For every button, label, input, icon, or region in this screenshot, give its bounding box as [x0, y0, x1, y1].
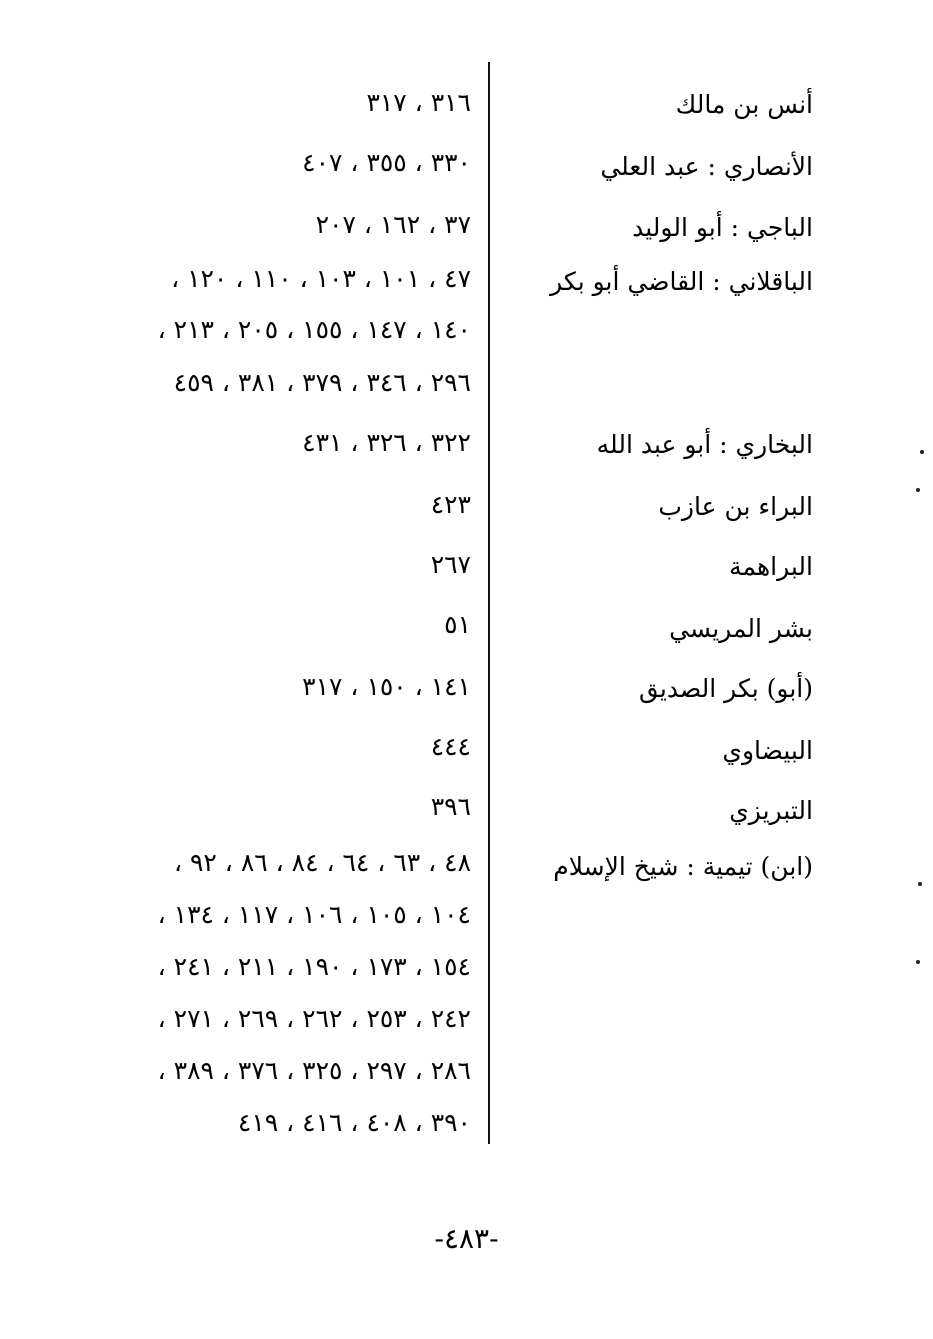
entry-name: البخاري : أبو عبد الله — [596, 430, 813, 459]
entry-name: البيضاوي — [722, 736, 813, 765]
entry-pages: ٤٢٣ — [430, 490, 471, 519]
entry-pages: ٣٢٢ ، ٣٢٦ ، ٤٣١ — [302, 428, 471, 457]
entry-pages: ٣٧ ، ١٦٢ ، ٢٠٧ — [315, 210, 471, 239]
entry-pages: ٣١٦ ، ٣١٧ — [366, 88, 471, 117]
entry-pages: ٣٩٠ ، ٤٠٨ ، ٤١٦ ، ٤١٩ — [237, 1108, 471, 1137]
entry-pages: ١٥٤ ، ١٧٣ ، ١٩٠ ، ٢١١ ، ٢٤١ ، — [157, 952, 471, 981]
entry-name: (أبو) بكر الصديق — [639, 674, 813, 703]
entry-pages: ٥١ — [444, 610, 471, 639]
scan-speck — [916, 960, 920, 964]
scan-speck — [916, 488, 920, 492]
entry-pages: ٤٧ ، ١٠١ ، ١٠٣ ، ١١٠ ، ١٢٠ ، — [171, 264, 471, 293]
entry-name: البراء بن عازب — [658, 492, 813, 521]
scan-speck — [918, 882, 922, 886]
entry-pages: ٢٤٢ ، ٢٥٣ ، ٢٦٢ ، ٢٦٩ ، ٢٧١ ، — [157, 1004, 471, 1033]
entry-name: التبريزي — [729, 796, 813, 825]
entry-pages: ٢٨٦ ، ٢٩٧ ، ٣٢٥ ، ٣٧٦ ، ٣٨٩ ، — [157, 1056, 471, 1085]
entry-pages: ٤٨ ، ٦٣ ، ٦٤ ، ٨٤ ، ٨٦ ، ٩٢ ، — [173, 848, 471, 877]
entry-name: البراهمة — [729, 552, 813, 581]
entry-name: الأنصاري : عبد العلي — [600, 152, 813, 181]
entry-name: (ابن) تيمية : شيخ الإسلام — [553, 852, 813, 881]
entry-pages: ١٤٠ ، ١٤٧ ، ١٥٥ ، ٢٠٥ ، ٢١٣ ، — [157, 315, 471, 344]
page-number: -٤٨٣- — [434, 1222, 499, 1255]
entry-pages: ١٤١ ، ١٥٠ ، ٣١٧ — [302, 672, 471, 701]
entry-pages: ٢٩٦ ، ٣٤٦ ، ٣٧٩ ، ٣٨١ ، ٤٥٩ — [173, 368, 471, 397]
entry-name: أنس بن مالك — [675, 90, 813, 119]
entry-name: الباقلاني : القاضي أبو بكر — [550, 267, 813, 296]
entry-pages: ٤٤٤ — [430, 732, 471, 761]
entry-pages: ٣٣٠ ، ٣٥٥ ، ٤٠٧ — [302, 148, 471, 177]
entry-name: الباجي : أبو الوليد — [632, 213, 813, 242]
entry-pages: ٢٦٧ — [430, 550, 471, 579]
entry-pages: ١٠٤ ، ١٠٥ ، ١٠٦ ، ١١٧ ، ١٣٤ ، — [157, 900, 471, 929]
entry-pages: ٣٩٦ — [430, 792, 471, 821]
entry-name: بشر المريسي — [669, 614, 813, 643]
scan-speck — [920, 450, 924, 454]
column-divider — [488, 62, 490, 1144]
